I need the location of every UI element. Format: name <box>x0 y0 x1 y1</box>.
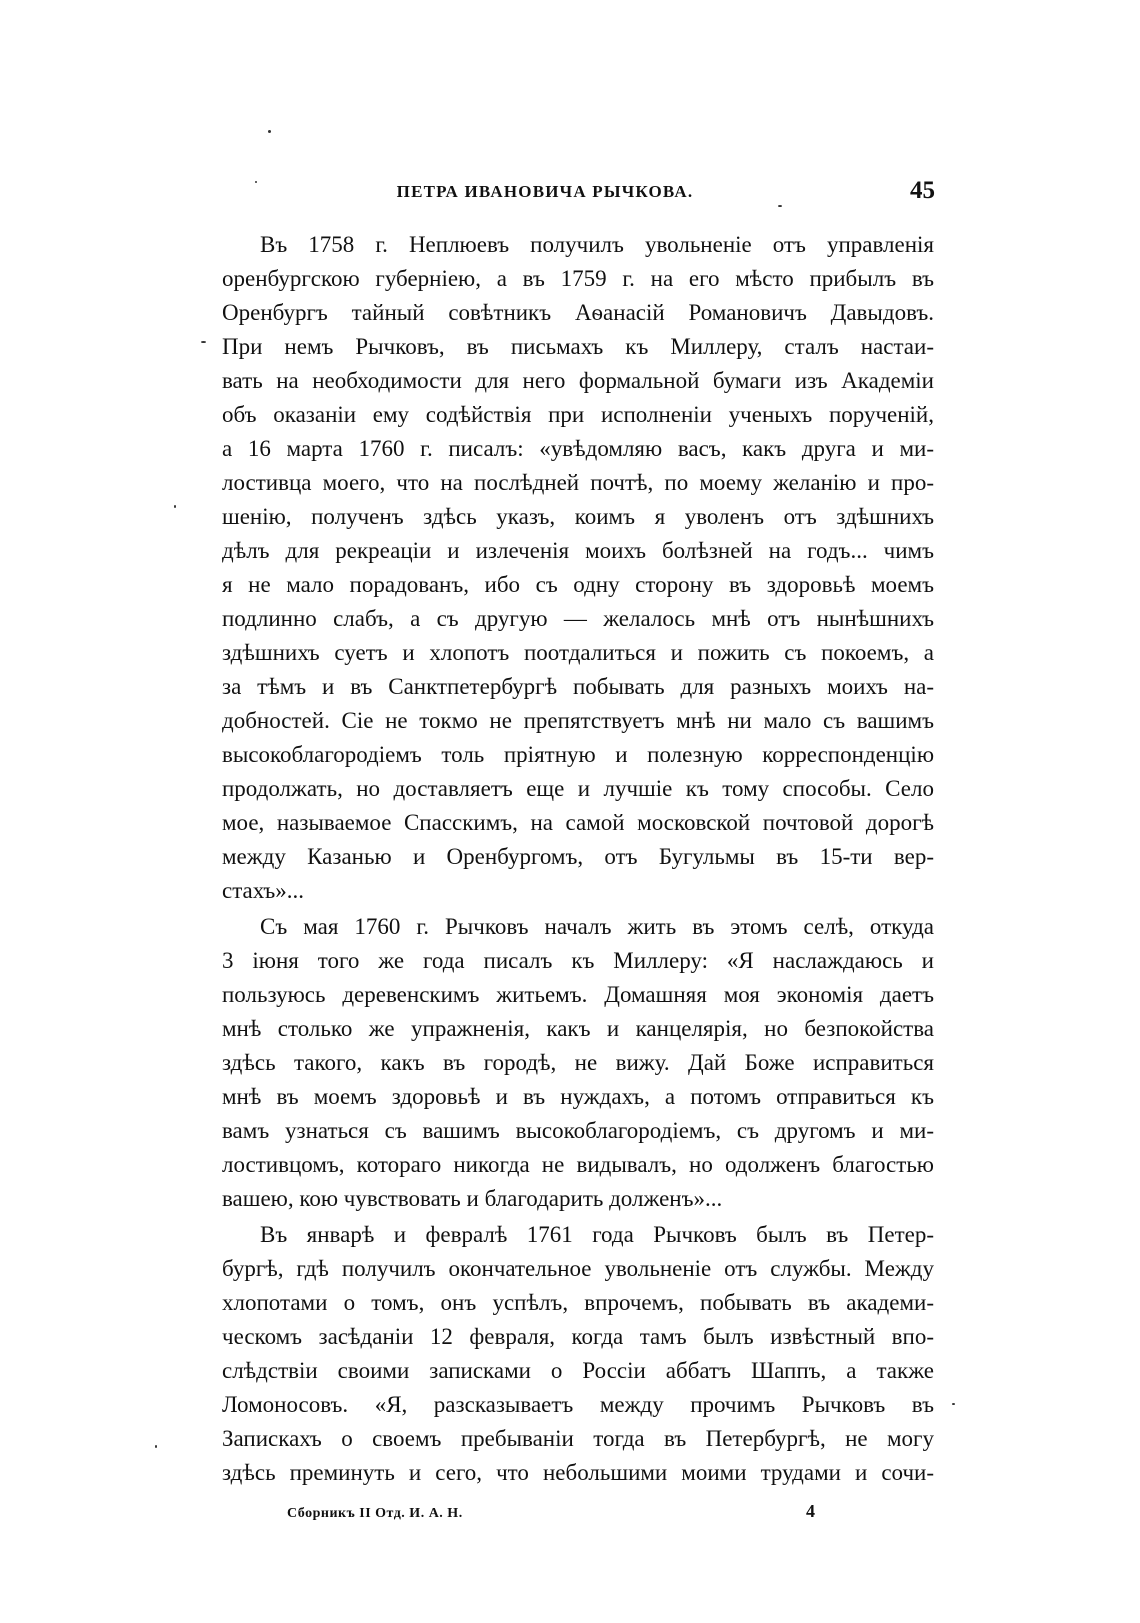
text-line: Въ 1758 г. Неплюевъ получилъ увольненіе отъ управленія <box>260 232 934 257</box>
text-line: мнѣ столько же упражненія, какъ и канцелярія, но безпокойства <box>222 1016 934 1041</box>
text-line: между Казанью и Оренбургомъ, отъ Бугульмы въ 15-ти вер- <box>222 844 934 869</box>
text-line: мнѣ въ моемъ здоровьѣ и въ нуждахъ, а потомъ отправиться къ <box>222 1084 934 1109</box>
scan-speck <box>155 1445 157 1448</box>
text-line: вашею, кою чувствовать и благодарить долженъ»... <box>222 1186 723 1211</box>
text-line: вамъ узнаться съ вашимъ высокоблагородіемъ, съ другомъ и ми- <box>222 1118 934 1143</box>
signature-mark: Сборникъ II Отд. И. А. Н. <box>287 1506 463 1521</box>
text-line: 3 іюня того же года писалъ къ Миллеру: «Я наслаждаюсь и <box>222 948 934 973</box>
sheet-number: 4 <box>806 1501 815 1521</box>
text-line: Запискахъ о своемъ пребываніи тогда въ Петербургѣ, не могу <box>222 1426 934 1451</box>
text-line: хлопотами о томъ, онъ успѣлъ, впрочемъ, побывать въ академи- <box>222 1290 934 1315</box>
text-line: Въ январѣ и февралѣ 1761 года Рычковъ былъ въ Петер- <box>260 1222 934 1247</box>
page-title: ПЕТРА ИВАНОВИЧА РЫЧКОВА. <box>396 182 694 201</box>
text-line: бургѣ, гдѣ получилъ окончательное увольненіе отъ службы. Между <box>222 1256 934 1281</box>
text-line: мое, называемое Спасскимъ, на самой московской почтовой дорогѣ <box>222 810 934 835</box>
text-line: Ломоносовъ. «Я, разсказываетъ между прочимъ Рычковъ въ <box>222 1392 934 1417</box>
text-line: подлинно слабъ, а съ другую — желалось мнѣ отъ нынѣшнихъ <box>222 606 934 631</box>
text-line: При немъ Рычковъ, въ письмахъ къ Миллеру, сталъ настаи- <box>222 334 934 359</box>
text-line: здѣсь такого, какъ въ городѣ, не вижу. Дай Боже исправиться <box>222 1050 934 1075</box>
page-number: 45 <box>910 177 935 204</box>
text-line: вать на необходимости для него формальной бумаги изъ Академіи <box>222 368 934 393</box>
text-line: лостивца моего, что на послѣдней почтѣ, по моему желанію и про- <box>222 470 934 495</box>
scan-speck <box>268 130 271 133</box>
text-line: Съ мая 1760 г. Рычковъ началъ жить въ этомъ селѣ, откуда <box>260 914 934 939</box>
text-line: лостивцомъ, котораго никогда не видывалъ, но одолженъ благостью <box>222 1152 934 1177</box>
scan-speck <box>952 1403 955 1405</box>
text-line: пользуюсь деревенскимъ житьемъ. Домашняя моя экономія даетъ <box>222 982 934 1007</box>
text-line: добностей. Сіе не токмо не препятствуетъ мнѣ ни мало съ вашимъ <box>222 708 934 733</box>
scan-speck <box>201 341 206 343</box>
text-line: ческомъ засѣданіи 12 февраля, когда тамъ былъ извѣстный впо- <box>222 1324 934 1349</box>
text-line: слѣдствіи своими записками о Россіи аббатъ Шаппъ, а также <box>222 1358 934 1383</box>
text-line: оренбургскою губерніею, а въ 1759 г. на его мѣсто прибылъ въ <box>222 266 934 291</box>
text-line: я не мало порадованъ, ибо съ одну сторону въ здоровьѣ моемъ <box>222 572 934 597</box>
text-line: шенію, полученъ здѣсь указъ, коимъ я уволенъ отъ здѣшнихъ <box>222 504 934 529</box>
text-line: высокоблагородіемъ толь пріятную и полезную корреспонденцію <box>222 742 934 767</box>
running-head <box>195 177 935 211</box>
text-line: стахъ»... <box>222 878 305 903</box>
text-line: продолжать, но доставляетъ еще и лучшіе къ тому способы. Село <box>222 776 934 801</box>
text-line: здѣсь преминуть и сего, что небольшими моими трудами и сочи- <box>222 1460 934 1485</box>
text-line: за тѣмъ и въ Санктпетербургѣ побывать для разныхъ моихъ на- <box>222 674 934 699</box>
text-line: а 16 марта 1760 г. писалъ: «увѣдомляю васъ, какъ друга и ми- <box>222 436 934 461</box>
scan-speck <box>778 205 782 207</box>
text-line: дѣлъ для рекреаціи и излеченія моихъ болѣзней на годъ... чимъ <box>222 538 934 563</box>
text-line: Оренбургъ тайный совѣтникъ Аѳанасій Романовичъ Давыдовъ. <box>222 300 934 325</box>
text-line: объ оказаніи ему содѣйствія при исполненіи ученыхъ порученій, <box>222 402 934 427</box>
text-line: здѣшнихъ суетъ и хлопотъ поотдалиться и пожить съ покоемъ, а <box>222 640 934 665</box>
scan-speck <box>255 181 257 183</box>
scan-speck <box>174 505 176 508</box>
